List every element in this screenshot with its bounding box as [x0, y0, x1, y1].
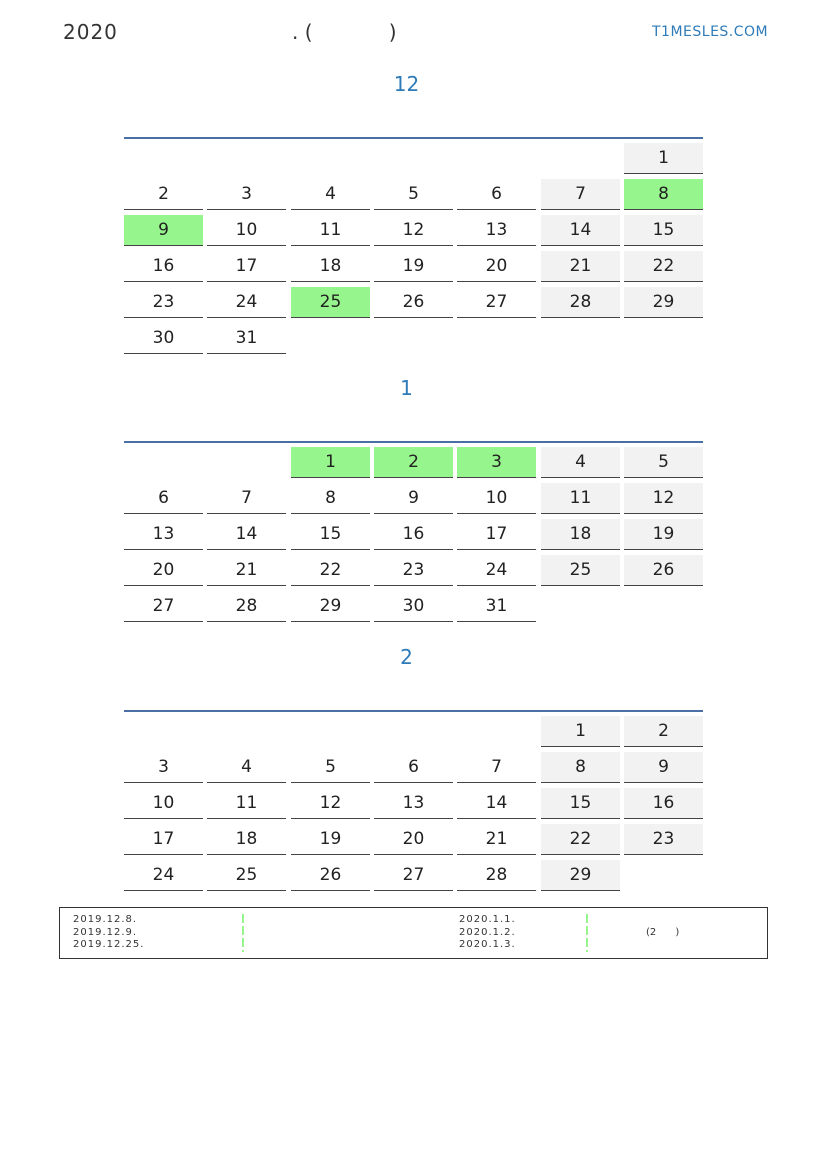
calendar-day: 1 — [624, 143, 703, 174]
calendar-day: 8 — [291, 483, 370, 514]
calendar-day: 21 — [207, 555, 286, 586]
calendar-day: 26 — [374, 287, 453, 318]
calendar-day: 21 — [541, 251, 620, 282]
calendar-day: 17 — [457, 519, 536, 550]
calendar-day: 31 — [457, 591, 536, 622]
calendar-day: 23 — [374, 555, 453, 586]
calendar-day: 21 — [457, 824, 536, 855]
calendar-day: 7 — [457, 752, 536, 783]
calendar-day: 6 — [457, 179, 536, 210]
calendar-day: 4 — [207, 752, 286, 783]
calendar-day: 13 — [457, 215, 536, 246]
calendar-day: 8 — [624, 179, 703, 210]
month-title: 1 — [400, 376, 413, 400]
calendar-rule — [124, 710, 703, 712]
calendar-day: 20 — [124, 555, 203, 586]
calendar-day: 29 — [291, 591, 370, 622]
calendar-day: 27 — [374, 860, 453, 891]
calendar-day: 2 — [124, 179, 203, 210]
calendar-day: 12 — [291, 788, 370, 819]
calendar-day: 19 — [291, 824, 370, 855]
calendar-day: 18 — [541, 519, 620, 550]
calendar-day: 16 — [124, 251, 203, 282]
calendar-day: 15 — [541, 788, 620, 819]
calendar-day: 17 — [124, 824, 203, 855]
calendar-day: 28 — [541, 287, 620, 318]
calendar-day: 30 — [124, 323, 203, 354]
calendar-day: 29 — [624, 287, 703, 318]
calendar-day: 4 — [541, 447, 620, 478]
calendar-day: 24 — [124, 860, 203, 891]
legend-date: 2020.1.1. — [459, 914, 516, 925]
month-title: 2 — [400, 645, 413, 669]
calendar-day: 26 — [291, 860, 370, 891]
calendar-day: 1 — [541, 716, 620, 747]
calendar-day: 12 — [624, 483, 703, 514]
calendar-day: 5 — [374, 179, 453, 210]
calendar-day: 10 — [124, 788, 203, 819]
calendar-day: 22 — [541, 824, 620, 855]
holiday-color-bar — [242, 914, 244, 952]
calendar-day: 3 — [207, 179, 286, 210]
calendar-day: 5 — [291, 752, 370, 783]
calendar-day: 16 — [374, 519, 453, 550]
calendar-day: 15 — [291, 519, 370, 550]
calendar-day: 7 — [207, 483, 286, 514]
calendar-day: 25 — [291, 287, 370, 318]
calendar-day: 22 — [291, 555, 370, 586]
calendar-day: 10 — [207, 215, 286, 246]
calendar-day: 19 — [624, 519, 703, 550]
calendar-rule — [124, 137, 703, 139]
legend-date: 2019.12.8. — [73, 914, 138, 925]
calendar-day: 17 — [207, 251, 286, 282]
calendar-day: 24 — [457, 555, 536, 586]
title-parenthesis: . ( ) — [292, 20, 397, 44]
calendar-day: 7 — [541, 179, 620, 210]
year-heading: 2020 — [63, 20, 118, 44]
calendar-day: 14 — [541, 215, 620, 246]
calendar-day: 23 — [124, 287, 203, 318]
calendar-day: 9 — [624, 752, 703, 783]
legend-date: 2019.12.25. — [73, 939, 145, 950]
calendar-day: 12 — [374, 215, 453, 246]
calendar-day: 20 — [457, 251, 536, 282]
calendar-day: 25 — [541, 555, 620, 586]
calendar-day: 23 — [624, 824, 703, 855]
calendar-day: 11 — [541, 483, 620, 514]
calendar-day: 6 — [124, 483, 203, 514]
legend-note: (2 ) — [646, 927, 680, 938]
calendar-rule — [124, 441, 703, 443]
calendar-day: 26 — [624, 555, 703, 586]
calendar-day: 13 — [374, 788, 453, 819]
calendar-day: 29 — [541, 860, 620, 891]
calendar-day: 14 — [207, 519, 286, 550]
calendar-day: 24 — [207, 287, 286, 318]
calendar-day: 14 — [457, 788, 536, 819]
calendar-day: 28 — [457, 860, 536, 891]
holiday-color-bar — [586, 914, 588, 952]
calendar-day: 4 — [291, 179, 370, 210]
calendar-day: 11 — [207, 788, 286, 819]
calendar-day: 16 — [624, 788, 703, 819]
calendar-day: 2 — [374, 447, 453, 478]
calendar-day: 3 — [124, 752, 203, 783]
legend-date: 2020.1.3. — [459, 939, 516, 950]
calendar-day: 9 — [124, 215, 203, 246]
calendar-day: 28 — [207, 591, 286, 622]
holiday-legend — [59, 907, 768, 959]
calendar-day: 20 — [374, 824, 453, 855]
calendar-day: 15 — [624, 215, 703, 246]
calendar-day: 27 — [457, 287, 536, 318]
calendar-day: 30 — [374, 591, 453, 622]
calendar-day: 11 — [291, 215, 370, 246]
calendar-day: 27 — [124, 591, 203, 622]
calendar-day: 10 — [457, 483, 536, 514]
calendar-day: 22 — [624, 251, 703, 282]
calendar-day: 1 — [291, 447, 370, 478]
calendar-day: 5 — [624, 447, 703, 478]
calendar-day: 19 — [374, 251, 453, 282]
calendar-day: 18 — [291, 251, 370, 282]
calendar-day: 13 — [124, 519, 203, 550]
legend-date: 2019.12.9. — [73, 926, 138, 938]
calendar-day: 25 — [207, 860, 286, 891]
month-title: 12 — [393, 72, 420, 96]
site-link[interactable]: T1MESLES.COM — [652, 24, 769, 40]
calendar-day: 2 — [624, 716, 703, 747]
calendar-day: 18 — [207, 824, 286, 855]
calendar-day: 31 — [207, 323, 286, 354]
calendar-day: 8 — [541, 752, 620, 783]
calendar-day: 3 — [457, 447, 536, 478]
calendar-day: 9 — [374, 483, 453, 514]
legend-date: 2020.1.2. — [459, 926, 516, 938]
calendar-day: 6 — [374, 752, 453, 783]
